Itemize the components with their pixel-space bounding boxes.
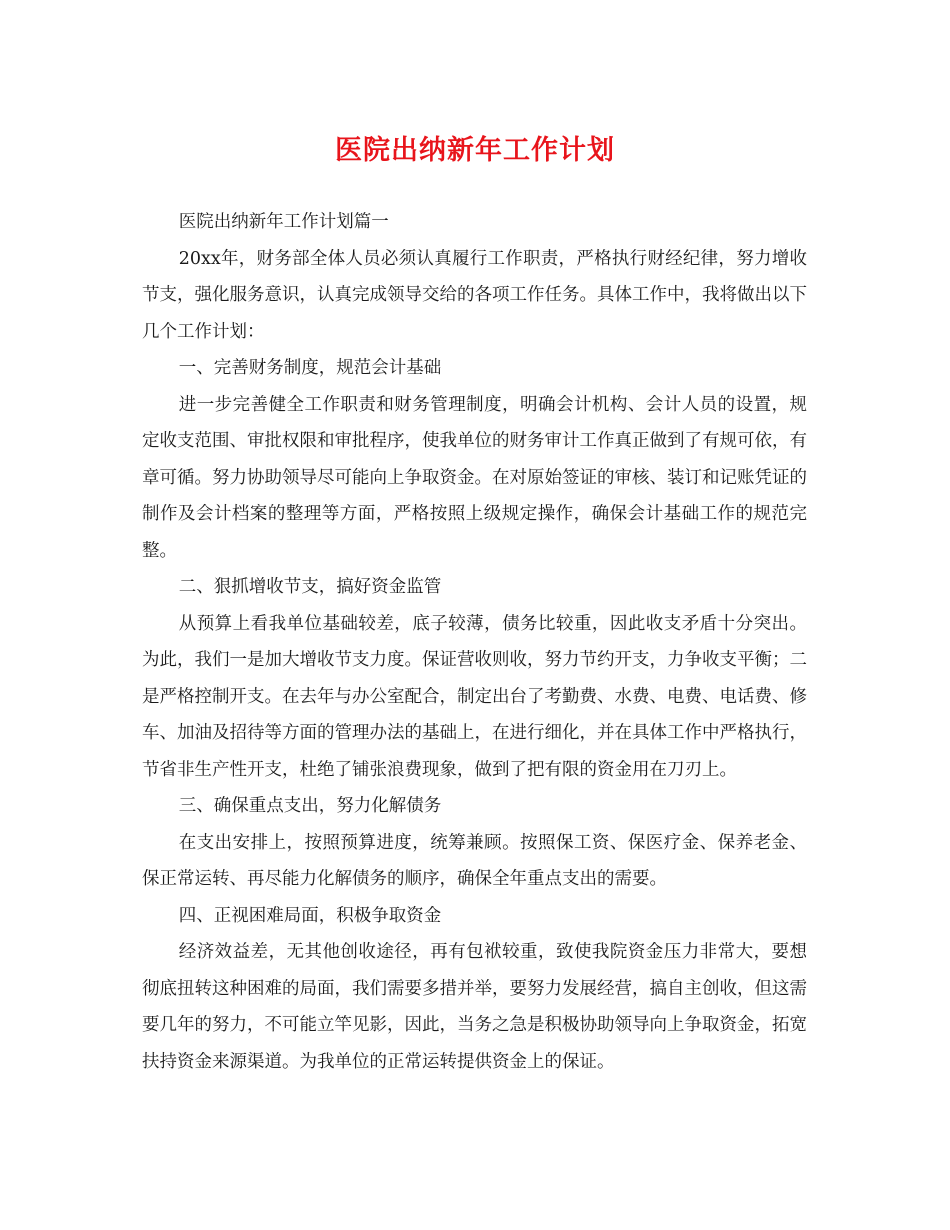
document-body: [142, 204, 807, 1080]
section-heading: 医院出纳新年工作计划篇一: [178, 212, 389, 232]
paragraph: 在支出安排上，按照预算进度，统筹兼顾。按照保工资、保医疗金、保养老金、保正常运转、再尽能力化解债务的顺序，确保全年重点支出的需要。: [142, 832, 807, 889]
section-heading: 二、狠抓增收节支，搞好资金监管: [178, 577, 442, 597]
paragraph: 进一步完善健全工作职责和财务管理制度，明确会计机构、会计人员的设置，规定收支范围、审批权限和审批程序，使我单位的财务审计工作真正做到了有规可依，有章可循。努力协助领导尽可能向上争取资金。在对原始签证的审核、装订和记账凭证的制作及会计档案的整理等方面，严格按照上级规定操作，确保会计基础工作的规范完整。: [142, 394, 807, 561]
paragraph: 20xx年，财务部全体人员必须认真履行工作职责，严格执行财经纪律，努力增收节支，强化服务意识，认真完成领导交给的各项工作任务。具体工作中，我将做出以下几个工作计划：: [142, 248, 807, 342]
document-title: 医院出纳新年工作计划: [335, 135, 615, 166]
section-heading: 三、确保重点支出，努力化解债务: [178, 796, 442, 816]
section-heading: 四、正视困难局面，积极争取资金: [178, 905, 442, 926]
paragraph: 经济效益差，无其他创收途径，再有包袱较重，致使我院资金压力非常大，要想彻底扭转这种困难的局面，我们需要多措并举，要努力发展经营，搞自主创收，但这需要几年的努力，不可能立竿见影，因此，当务之急是积极协助领导向上争取资金，拓宽扶持资金来源渠道。为我单位的正常运转提供资金上的保证。: [142, 942, 807, 1072]
paragraph: 从预算上看我单位基础较差，底子较薄，债务比较重，因此收支矛盾十分突出。为此，我们一是加大增收节支力度。保证营收则收，努力节约开支，力争收支平衡；二是严格控制开支。在去年与办公室配合，制定出台了考勤费、水费、电费、电话费、修车、加油及招待等方面的管理办法的基础上，在进行细化，并在具体工作中严格执行，节省非生产性开支，杜绝了铺张浪费现象，做到了把有限的资金用在刀刃上。: [142, 613, 807, 780]
section-heading: 一、完善财务制度，规范会计基础: [178, 358, 442, 378]
